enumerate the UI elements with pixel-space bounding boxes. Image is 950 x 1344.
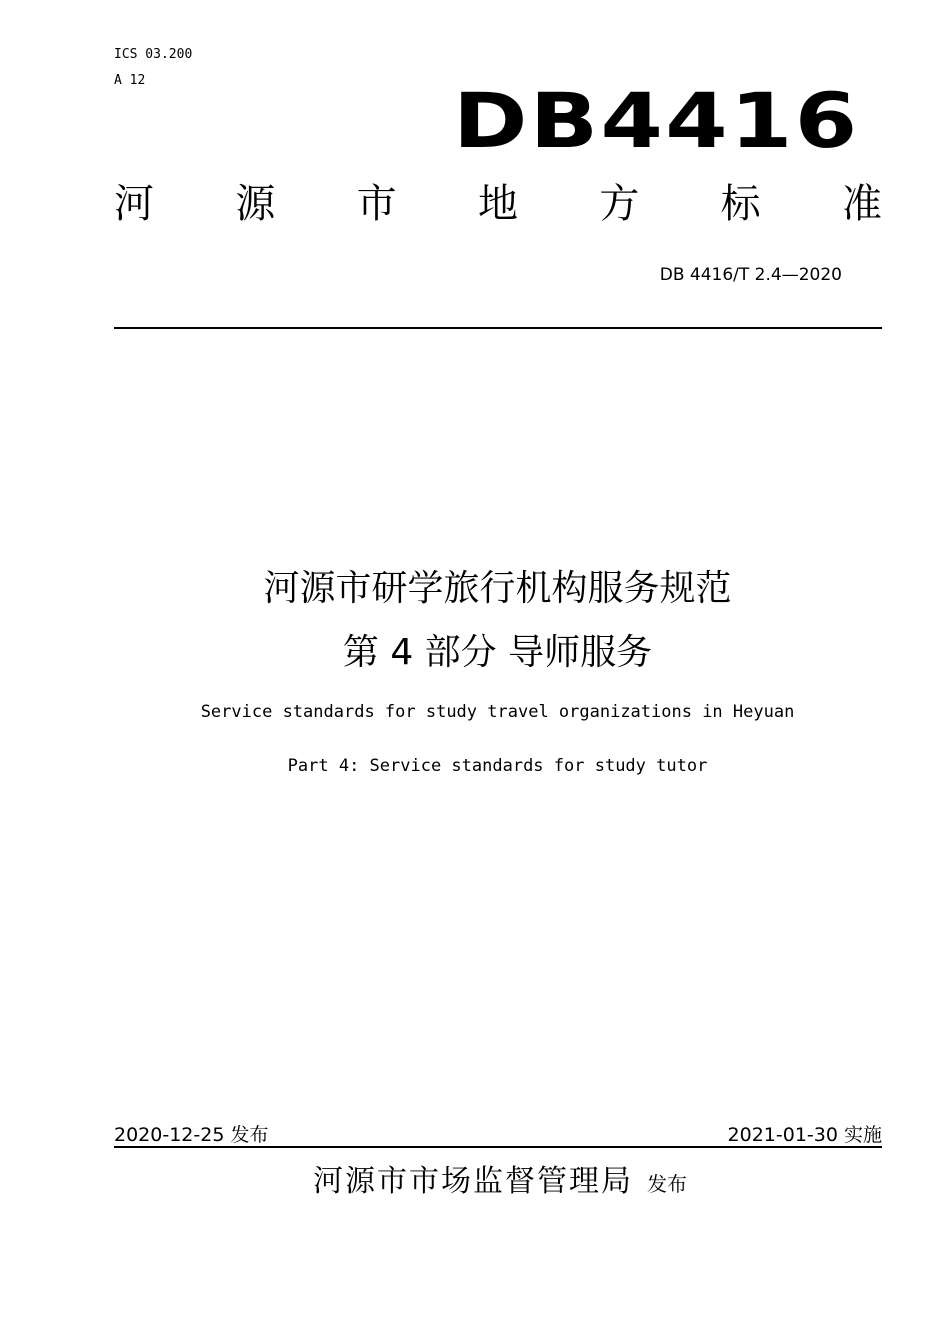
issuer-suffix: 发布 xyxy=(647,1172,687,1196)
standard-type-char: 方 xyxy=(599,180,640,227)
publish-date: 2020-12-25 发布 xyxy=(114,1124,269,1146)
standard-type-char: 市 xyxy=(356,180,397,227)
title-en-part: Part 4: Service standards for study tutor xyxy=(287,756,708,776)
footer-divider xyxy=(114,1146,882,1148)
standard-type-char: 准 xyxy=(841,180,882,227)
ics-code: ICS 03.200 xyxy=(114,47,193,62)
standard-number: DB 4416/T 2.4—2020 xyxy=(659,265,842,285)
title-en-main: Service standards for study travel organizations in Heyuan xyxy=(200,702,795,722)
title-zh-main: 河源市研学旅行机构服务规范 xyxy=(263,568,732,609)
header-divider xyxy=(114,327,882,329)
standard-type-char: 源 xyxy=(235,180,276,227)
implementation-date: 2021-01-30 实施 xyxy=(727,1124,882,1146)
standard-logo: DB4416 xyxy=(453,76,860,165)
ccs-code: A 12 xyxy=(114,73,146,88)
standard-type-char: 河 xyxy=(114,180,154,227)
standard-type-char: 标 xyxy=(720,180,761,227)
standard-type-char: 地 xyxy=(477,180,518,227)
title-zh-part: 第 4 部分 导师服务 xyxy=(342,632,653,673)
issuer xyxy=(0,1156,950,1200)
issuer-name: 河源市市场监督管理局 xyxy=(313,1164,633,1199)
standard-type xyxy=(114,172,882,228)
